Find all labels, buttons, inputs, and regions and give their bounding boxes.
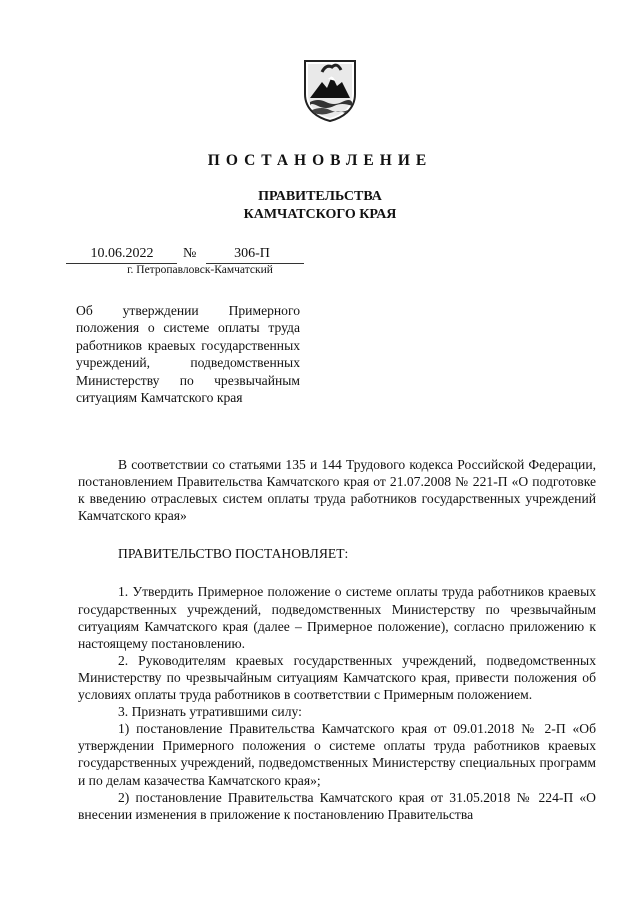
issuing-city: г. Петропавловск-Камчатский [127,264,273,276]
decree-statement: ПРАВИТЕЛЬСТВО ПОСТАНОВЛЯЕТ: [118,546,349,562]
body-paragraph: 1. Утвердить Примерное положение о системе оплаты труда работников краевых государственных учреждений, подведомственных Министерству по чрезвычайным ситуациям Камчатского края (далее – Примерное положение), согласно приложению к настоящему постановлению. [78,584,596,651]
body-paragraph: 1) постановление Правительства Камчатского края от 09.01.2018 № 2-П «Об утверждении Примерного положения о системе оплаты труда работников краевых государственных учреждений, подведомственных Министерству специальных программ и по делам казачества Камчатского края»; [78,721,596,788]
body-paragraph: 2. Руководителям краевых государственных учреждений, подведомственных Министерству по чрезвычайным ситуациям Камчатского края, привести положения об условиях оплаты труда работников в соответствии с Примерным положением. [78,652,596,703]
body-paragraph: 3. Признать утратившими силу: [118,704,302,720]
preamble-paragraph: В соответствии со статьями 135 и 144 Трудового кодекса Российской Федерации, постановлением Правительства Камчатского края от 21.07.2008 № 221-П «О подготовке к введению отраслевых систем оплаты труда работников государственных учреждений Камчатского края» [78,457,596,524]
document-body [78,456,596,823]
kamchatka-coat-of-arms-icon [302,58,358,122]
number-sign: № [183,246,197,261]
authority-line-1: ПРАВИТЕЛЬСТВА [258,189,382,204]
issuing-authority [0,188,640,224]
authority-line-2: КАМЧАТСКОГО КРАЯ [243,207,397,222]
document-type-title: ПОСТАНОВЛЕНИЕ [207,152,433,169]
document-date: 10.06.2022 [90,246,154,261]
body-paragraph: 2) постановление Правительства Камчатского края от 31.05.2018 № 224-П «О внесении изменения в приложение к постановлению Правительства [78,789,596,822]
document-subject: Об утверждении Примерного положения о системе оплаты труда работников краевых государственных учреждений, подведомственных Министерству по чрезвычайным ситуациям Камчатского края [76,303,300,406]
document-number: 306-П [234,246,270,261]
